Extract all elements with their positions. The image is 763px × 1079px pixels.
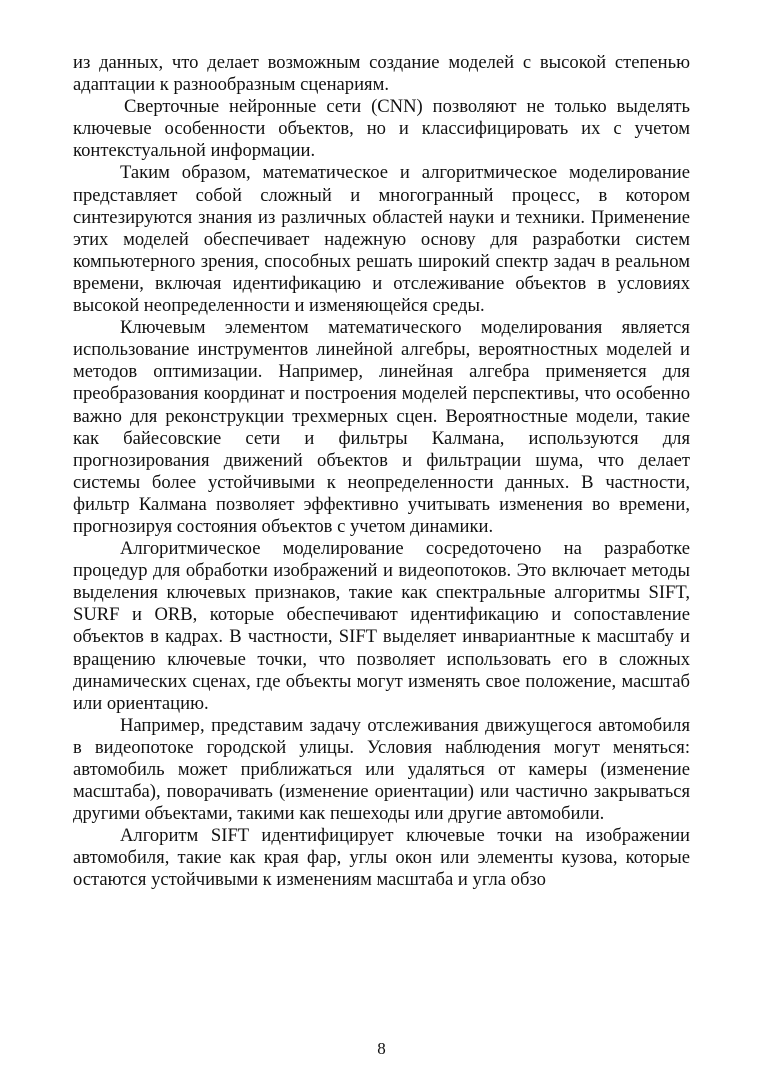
page-number: 8 [377, 1039, 386, 1058]
paragraph-example-tracking: Например, представим задачу отслеживания движущегося автомобиля в видеопотоке городской улицы. Условия наблюдения могут меняться: автомобиль может приближаться или удаляться от камеры (изменение масштаба), поворачивать (изменение ориентации) или частично закрываться другими объектами, такими как пешеходы или другие автомобили. [73, 714, 690, 825]
page-body [73, 52, 690, 892]
paragraph-continuation: из данных, что делает возможным создание моделей с высокой степенью адаптации к разнообразным сценариям. [73, 52, 690, 96]
paragraph-cnn: Сверточные нейронные сети (CNN) позволяют не только выделять ключевые особенности объектов, но и классифицировать их с учетом контекстуальной информации. [73, 96, 690, 162]
paragraph-math-modeling: Ключевым элементом математического моделирования является использование инструментов линейной алгебры, вероятностных моделей и методов оптимизации. Например, линейная алгебра применяется для преобразования координат и построения моделей перспективы, что особенно важно для реконструкции трехмерных сцен. Вероятностные модели, такие как байесовские сети и фильтры Калмана, используются для прогнозирования движений объектов и фильтрации шума, что делает системы более устойчивыми к неопределенности данных. В частности, фильтр Калмана позволяет эффективно учитывать изменения во времени, прогнозируя состояния объектов с учетом динамики. [73, 317, 690, 537]
paragraph-modeling-summary: Таким образом, математическое и алгоритмическое моделирование представляет собой сложный и многогранный процесс, в котором синтезируются знания из различных областей науки и техники. Применение этих моделей обеспечивает надежную основу для разработки систем компьютерного зрения, способных решать широкий спектр задач в реальном времени, включая идентификацию и отслеживание объектов в условиях высокой неопределенности и изменяющейся среды. [73, 162, 690, 317]
paragraph-sift-keypoints: Алгоритм SIFT идентифицирует ключевые точки на изображении автомобиля, такие как края фар, углы окон или элементы кузова, которые остаются устойчивыми к изменениям масштаба и угла обзо [73, 825, 690, 891]
paragraph-algorithmic-modeling: Алгоритмическое моделирование сосредоточено на разработке процедур для обработки изображений и видеопотоков. Это включает методы выделения ключевых признаков, такие как спектральные алгоритмы SIFT, SURF и ORB, которые обеспечивают идентификацию и сопоставление объектов в кадрах. В частности, SIFT выделяет инвариантные к масштабу и вращению ключевые точки, что позволяет использовать его в сложных динамических сценах, где объекты могут изменять свое положение, масштаб или ориентацию. [73, 538, 690, 714]
